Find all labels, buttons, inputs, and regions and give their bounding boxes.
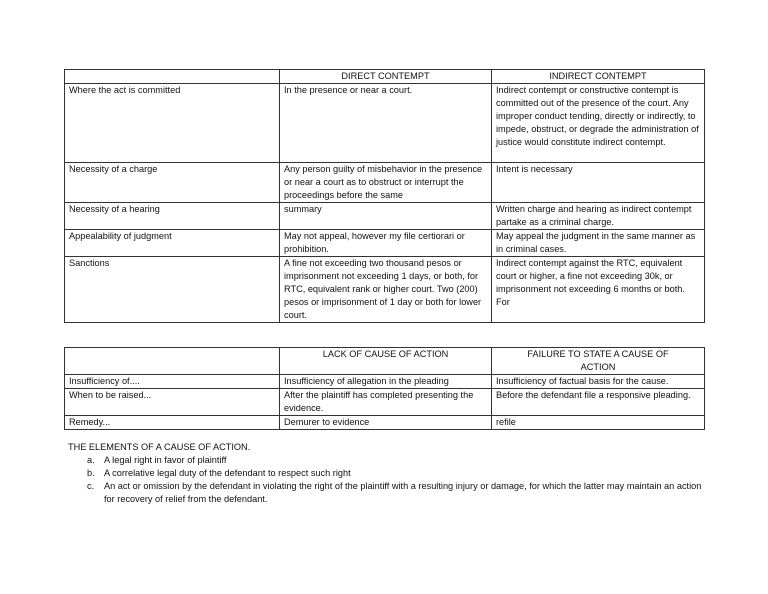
row-label: When to be raised... xyxy=(65,389,280,416)
header-cell: DIRECT CONTEMPT xyxy=(280,70,492,84)
elements-section xyxy=(68,441,708,506)
table-header-row xyxy=(65,70,705,84)
header-cell: LACK OF CAUSE OF ACTION xyxy=(280,348,492,375)
header-cell xyxy=(65,70,280,84)
list-item xyxy=(87,480,708,506)
row-label: Necessity of a hearing xyxy=(65,203,280,230)
list-item xyxy=(87,467,708,480)
table-cell: Any person guilty of misbehavior in the presence or near a court as to obstruct or interrupt the proceedings before the same xyxy=(280,163,492,203)
table-row xyxy=(65,389,705,416)
table-cell: Demurer to evidence xyxy=(280,416,492,430)
row-label: Appealability of judgment xyxy=(65,230,280,257)
list-item-text: A legal right in favor of plaintiff xyxy=(104,455,227,465)
table-row xyxy=(65,163,705,203)
row-label: Necessity of a charge xyxy=(65,163,280,203)
table-cell: May appeal the judgment in the same manner as in criminal cases. xyxy=(492,230,705,257)
header-cell xyxy=(65,348,280,375)
table-row xyxy=(65,84,705,163)
header-cell: INDIRECT CONTEMPT xyxy=(492,70,705,84)
table-row xyxy=(65,257,705,323)
row-label: Where the act is committed xyxy=(65,84,280,163)
table-cell: summary xyxy=(280,203,492,230)
list-item xyxy=(87,454,708,467)
list-marker: c. xyxy=(87,481,95,491)
table-cell: Indirect contempt or constructive contempt is committed out of the presence of the court. Any improper conduct tending, directly or indirectly, to impede, obstruct, or degrade the administration of justice would constitute indirect contempt. xyxy=(492,84,705,163)
list-item-text: An act or omission by the defendant in violating the right of the plaintiff with a resulting injury or damage, for which the latter may maintain an action for recovery of relief from the defendant. xyxy=(104,481,702,504)
table-cell: refile xyxy=(492,416,705,430)
table-header-row xyxy=(65,348,705,375)
section-title: THE ELEMENTS OF A CAUSE OF ACTION. xyxy=(68,442,251,452)
table-cell: Insufficiency of allegation in the pleading xyxy=(280,375,492,389)
table-cell: Intent is necessary xyxy=(492,163,705,203)
row-label: Remedy... xyxy=(65,416,280,430)
table-cell: In the presence or near a court. xyxy=(280,84,492,163)
cause-of-action-table xyxy=(64,347,705,430)
table-row xyxy=(65,230,705,257)
row-label: Insufficiency of.... xyxy=(65,375,280,389)
list-marker: a. xyxy=(87,455,95,465)
table-cell: Before the defendant file a responsive pleading. xyxy=(492,389,705,416)
list-marker: b. xyxy=(87,468,95,478)
table-cell: Insufficiency of factual basis for the cause. xyxy=(492,375,705,389)
list-item-text: A correlative legal duty of the defendant to respect such right xyxy=(104,468,351,478)
table-cell: Written charge and hearing as indirect contempt partake as a criminal charge. xyxy=(492,203,705,230)
table-cell: After the plaintiff has completed presenting the evidence. xyxy=(280,389,492,416)
table-cell: A fine not exceeding two thousand pesos or imprisonment not exceeding 1 days, or both, for RTC, equivalent rank or higher court. Two (200) pesos or imprisonment of 1 day or both for lower court. xyxy=(280,257,492,323)
table-row xyxy=(65,375,705,389)
table-row xyxy=(65,203,705,230)
table-cell: May not appeal, however my file certiorari or prohibition. xyxy=(280,230,492,257)
row-label: Sanctions xyxy=(65,257,280,323)
table-row xyxy=(65,416,705,430)
table-cell: Indirect contempt against the RTC, equivalent court or higher, a fine not exceeding 30k, or imprisonment not exceeding 6 months or both. For xyxy=(492,257,705,323)
header-cell: FAILURE TO STATE A CAUSE OF ACTION xyxy=(492,348,705,375)
elements-list xyxy=(68,454,708,506)
contempt-comparison-table xyxy=(64,69,705,323)
